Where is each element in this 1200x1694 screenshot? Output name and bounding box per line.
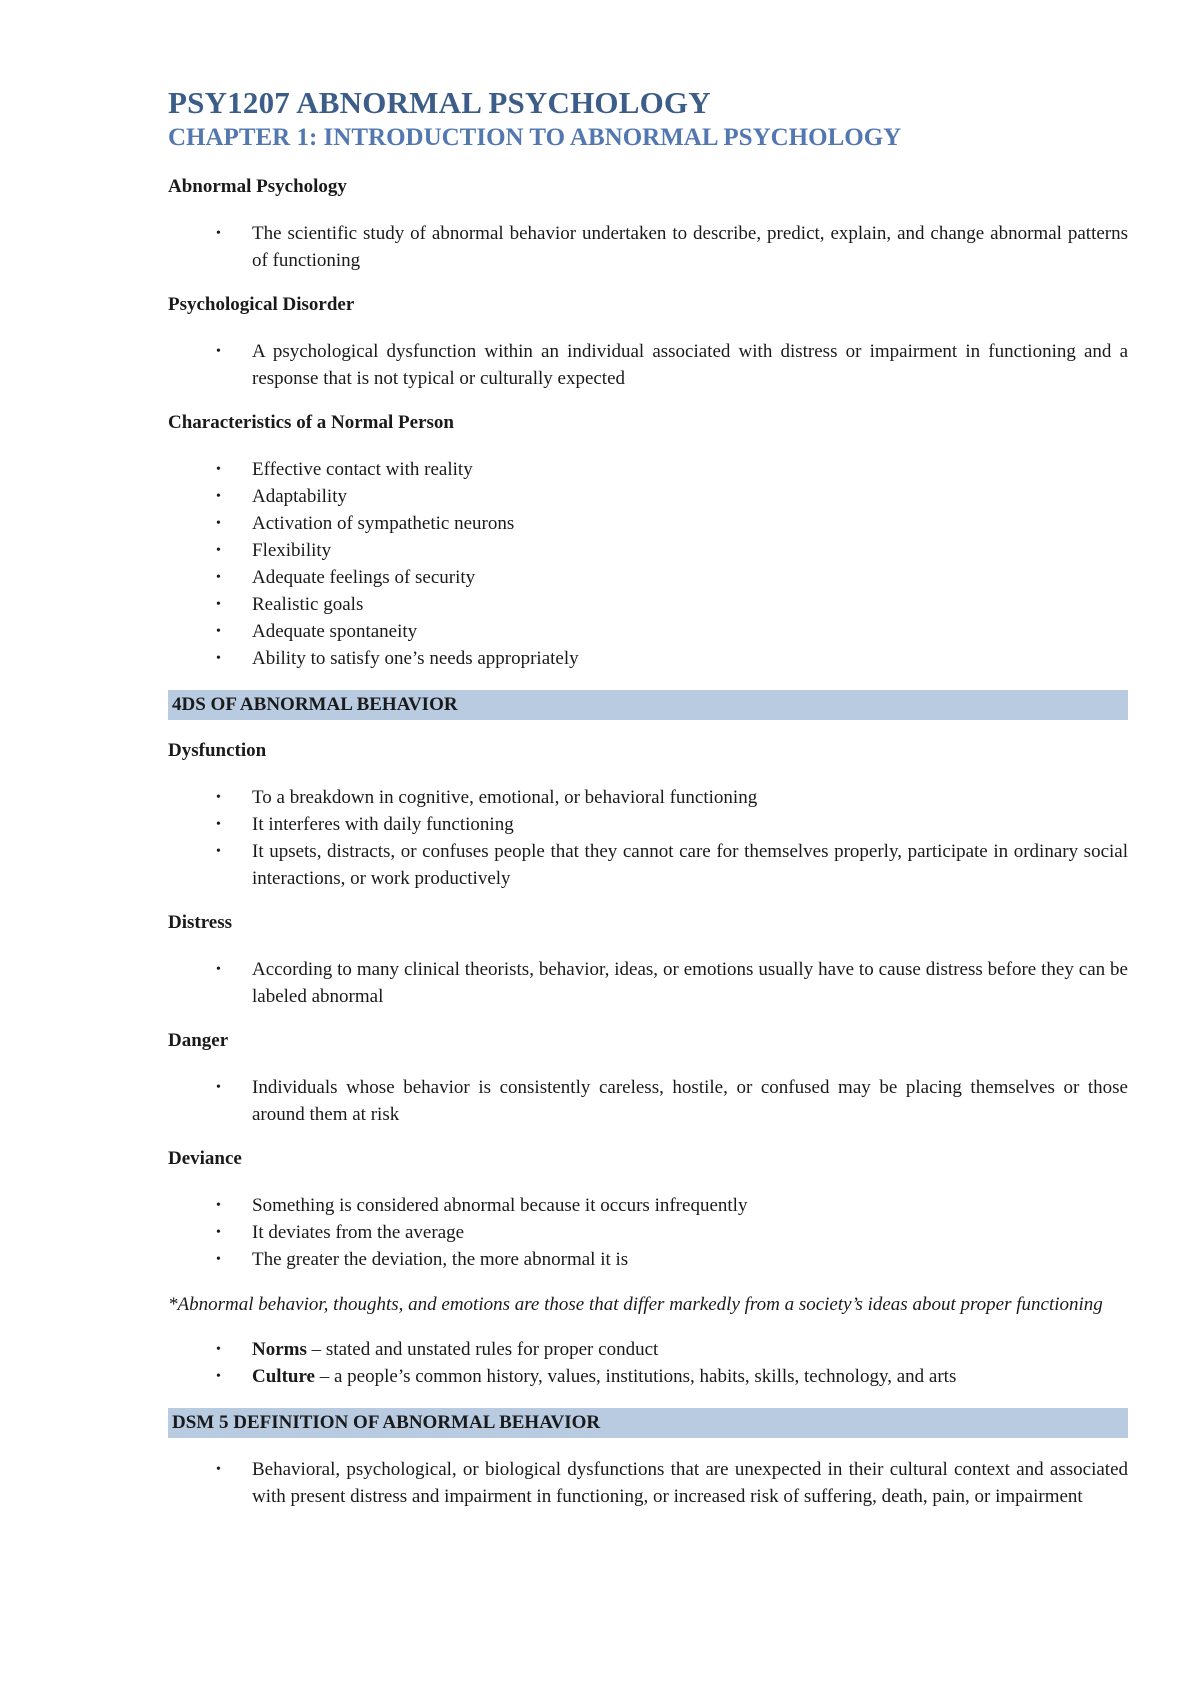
document-content xyxy=(168,84,1128,1528)
list-item: • It interferes with daily functioning xyxy=(168,811,1128,838)
list-item: • To a breakdown in cognitive, emotional, or behavioral functioning xyxy=(168,784,1128,811)
list-item: • It upsets, distracts, or confuses people that they cannot care for themselves properly, participate in ordinary social interactions, or work productively xyxy=(168,838,1128,892)
list-item: • A psychological dysfunction within an individual associated with distress or impairment in functioning and a response that is not typical or culturally expected xyxy=(168,338,1128,392)
list-item: • According to many clinical theorists, behavior, ideas, or emotions usually have to cause distress before they can be labeled abnormal xyxy=(168,956,1128,1010)
list-item: • Ability to satisfy one’s needs appropriately xyxy=(168,645,1128,672)
list-item: • Behavioral, psychological, or biological dysfunctions that are unexpected in their cultural context and associated with present distress and impairment in functioning, or increased risk of suffering, death, pain, or impairment xyxy=(168,1456,1128,1510)
list-item: • The scientific study of abnormal behavior undertaken to describe, predict, explain, and change abnormal patterns of functioning xyxy=(168,220,1128,274)
list-item: • Activation of sympathetic neurons xyxy=(168,510,1128,537)
bullet-icon: • xyxy=(216,817,221,832)
bullet-icon: • xyxy=(216,570,221,585)
list-item: • Adaptability xyxy=(168,483,1128,510)
list-item: • It deviates from the average xyxy=(168,1219,1128,1246)
term-culture: Culture xyxy=(252,1366,315,1387)
bullet-list xyxy=(168,1456,1128,1510)
term-norms: Norms xyxy=(252,1339,307,1360)
list-item xyxy=(168,1363,1128,1390)
bullet-list xyxy=(168,456,1128,672)
bullet-icon: • xyxy=(216,344,221,359)
list-item xyxy=(168,1336,1128,1363)
section-heading-dysfunction: Dysfunction xyxy=(168,740,267,761)
document-title: PSY1207 ABNORMAL PSYCHOLOGY xyxy=(168,85,711,120)
list-item: • Effective contact with reality xyxy=(168,456,1128,483)
bullet-icon: • xyxy=(216,226,221,241)
bullet-icon: • xyxy=(216,1369,221,1384)
list-item: • The greater the deviation, the more abnormal it is xyxy=(168,1246,1128,1273)
bullet-icon: • xyxy=(216,790,221,805)
bullet-icon: • xyxy=(216,962,221,977)
list-item: • Individuals whose behavior is consistently careless, hostile, or confused may be placing themselves or those around them at risk xyxy=(168,1074,1128,1128)
list-item: • Realistic goals xyxy=(168,591,1128,618)
section-heading-danger: Danger xyxy=(168,1030,229,1051)
chapter-title: CHAPTER 1: INTRODUCTION TO ABNORMAL PSYCHOLOGY xyxy=(168,124,902,151)
list-item: • Something is considered abnormal because it occurs infrequently xyxy=(168,1192,1128,1219)
section-heading-normal-person: Characteristics of a Normal Person xyxy=(168,412,454,433)
bullet-list xyxy=(168,956,1128,1010)
abnormal-behavior-note: *Abnormal behavior, thoughts, and emotions are those that differ markedly from a society’s ideas about proper functioning xyxy=(168,1294,1103,1315)
section-heading-abnormal-psychology: Abnormal Psychology xyxy=(168,176,347,197)
term-definition: – a people’s common history, values, institutions, habits, skills, technology, and arts xyxy=(314,1366,957,1387)
bullet-icon: • xyxy=(216,516,221,531)
bullet-list xyxy=(168,1074,1128,1128)
section-bar-4ds: 4DS OF ABNORMAL BEHAVIOR xyxy=(168,690,1128,720)
bullet-icon: • xyxy=(216,1225,221,1240)
bullet-list xyxy=(168,1192,1128,1273)
list-item: • Adequate feelings of security xyxy=(168,564,1128,591)
bullet-icon: • xyxy=(216,1080,221,1095)
term-definition: – stated and unstated rules for proper conduct xyxy=(306,1339,659,1360)
bullet-icon: • xyxy=(216,651,221,666)
bullet-icon: • xyxy=(216,543,221,558)
section-heading-psychological-disorder: Psychological Disorder xyxy=(168,294,355,315)
bullet-icon: • xyxy=(216,624,221,639)
list-item: • Adequate spontaneity xyxy=(168,618,1128,645)
bullet-list xyxy=(168,220,1128,274)
bullet-icon: • xyxy=(216,1342,221,1357)
section-bar-dsm5: DSM 5 DEFINITION OF ABNORMAL BEHAVIOR xyxy=(168,1408,1128,1438)
section-heading-deviance: Deviance xyxy=(168,1148,242,1169)
bullet-icon: • xyxy=(216,597,221,612)
bullet-icon: • xyxy=(216,489,221,504)
list-item: • Flexibility xyxy=(168,537,1128,564)
terms-list xyxy=(168,1336,1128,1390)
bullet-icon: • xyxy=(216,1198,221,1213)
bullet-icon: • xyxy=(216,844,221,859)
bullet-icon: • xyxy=(216,1252,221,1267)
bullet-list xyxy=(168,338,1128,392)
section-heading-distress: Distress xyxy=(168,912,233,933)
bullet-icon: • xyxy=(216,1462,221,1477)
bullet-list xyxy=(168,784,1128,892)
bullet-icon: • xyxy=(216,462,221,477)
